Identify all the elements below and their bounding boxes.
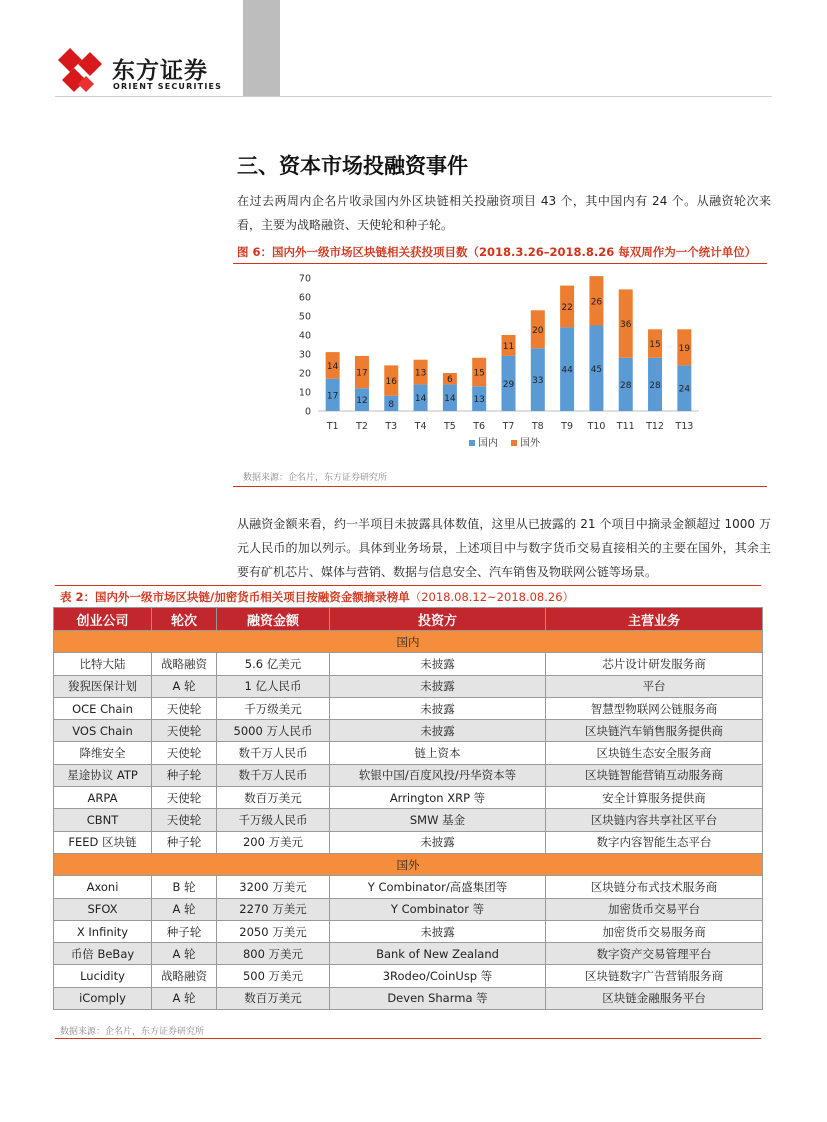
table-cell: 芯片设计研发服务商 <box>546 653 763 675</box>
bar-data-label: 28 <box>620 380 632 391</box>
table-cell: 数字资产交易管理平台 <box>546 943 763 965</box>
column-header: 轮次 <box>152 608 217 631</box>
table-cell: FEED 区块链 <box>54 831 152 853</box>
table-cell: 智慧型物联网公链服务商 <box>546 697 763 719</box>
bar-data-label: 20 <box>532 325 544 336</box>
table-cell: Lucidity <box>54 965 152 987</box>
table-cell: 币倍 BeBay <box>54 943 152 965</box>
header-divider <box>55 96 772 97</box>
table-row <box>54 965 763 987</box>
table-cell: 天使轮 <box>152 720 217 742</box>
table-cell: 3Rodeo/CoinUsp 等 <box>330 965 546 987</box>
table-cell: 千万级人民币 <box>217 809 330 831</box>
table-cell: 200 万美元 <box>217 831 330 853</box>
x-tick-label: T1 <box>326 421 339 432</box>
table-row <box>54 898 763 920</box>
bar-data-label: 15 <box>473 368 485 379</box>
table-cell: 加密货币交易平台 <box>546 898 763 920</box>
table-cell: 平台 <box>546 675 763 697</box>
x-tick-label: T7 <box>502 421 515 432</box>
table-header-row <box>54 608 763 631</box>
table-cell: 2050 万美元 <box>217 920 330 942</box>
table-cell: X Infinity <box>54 920 152 942</box>
table-cell: 区块链金融服务平台 <box>546 987 763 1009</box>
table-cell: B 轮 <box>152 876 217 898</box>
column-header: 投资方 <box>330 608 546 631</box>
x-tick-label: T8 <box>531 421 544 432</box>
bar-data-label: 19 <box>678 343 691 354</box>
bar-data-label: 29 <box>502 379 515 390</box>
table-cell: A 轮 <box>152 675 217 697</box>
x-tick-label: T4 <box>414 421 427 432</box>
table-cell: 数千万人民币 <box>217 742 330 764</box>
table-group-row <box>54 631 763 653</box>
table-cell: 数百万美元 <box>217 787 330 809</box>
table-cell: VOS Chain <box>54 720 152 742</box>
table-cell: 未披露 <box>330 653 546 675</box>
y-tick-label: 20 <box>298 368 311 380</box>
bar-data-label: 8 <box>388 399 395 410</box>
legend-swatch <box>469 440 475 446</box>
table-cell: 安全计算服务提供商 <box>546 787 763 809</box>
table-cell: 未披露 <box>330 720 546 742</box>
table-cell: iComply <box>54 987 152 1009</box>
table-cell: Y Combinator/高盛集团等 <box>330 876 546 898</box>
table-cell: 天使轮 <box>152 742 217 764</box>
group-label: 国内 <box>54 631 763 653</box>
table-row <box>54 697 763 719</box>
x-tick-label: T6 <box>473 421 486 432</box>
bar-data-label: 16 <box>385 377 397 388</box>
bar-data-label: 11 <box>502 341 515 352</box>
logo-chinese-name: 东方证券 <box>112 58 208 84</box>
table-cell: 星途协议 ATP <box>54 764 152 786</box>
table-row <box>54 742 763 764</box>
amount-paragraph: 从融资金额来看，约一半项目未披露具体数值，这里从已披露的 21 个项目中摘录金额超过 1000 万元人民币的加以列示。具体到业务场景，上述项目中与数字货币交易直接相关的主要在国外，其余主要有矿机芯片、媒体与营销、数据与信息安全、汽车销售及物联网公链等场景。 <box>237 517 771 579</box>
column-header: 创业公司 <box>54 608 152 631</box>
table-cell: 加密货币交易服务商 <box>546 920 763 942</box>
table-cell: ARPA <box>54 787 152 809</box>
table-cell: SMW 基金 <box>330 809 546 831</box>
table-cell: 未披露 <box>330 697 546 719</box>
table-cell: A 轮 <box>152 987 217 1009</box>
table-cell: 未披露 <box>330 675 546 697</box>
logo-english-name: ORIENT SECURITIES <box>113 82 223 91</box>
financing-table <box>53 607 763 1010</box>
table-cell: A 轮 <box>152 898 217 920</box>
legend-label: 国外 <box>520 438 540 449</box>
table-cell: 天使轮 <box>152 809 217 831</box>
table-row <box>54 653 763 675</box>
table-bottom-rule <box>55 1038 761 1039</box>
bar-data-label: 14 <box>444 394 456 405</box>
bar-data-label: 28 <box>649 380 661 391</box>
table-cell: Axoni <box>54 876 152 898</box>
bar-data-label: 24 <box>678 384 691 395</box>
y-tick-label: 70 <box>298 273 311 285</box>
table-cell: A 轮 <box>152 943 217 965</box>
bar-data-label: 14 <box>414 394 427 405</box>
bar-data-label: 6 <box>447 375 453 386</box>
x-tick-label: T12 <box>646 421 664 432</box>
table-cell: 未披露 <box>330 920 546 942</box>
table-cell: 狻猊医保计划 <box>54 675 152 697</box>
x-tick-label: T5 <box>443 421 456 432</box>
table-cell: 区块链智能营销互动服务商 <box>546 764 763 786</box>
table-cell: 数百万美元 <box>217 987 330 1009</box>
table-cell: 链上资本 <box>330 742 546 764</box>
table-row <box>54 764 763 786</box>
table-cell: SFOX <box>54 898 152 920</box>
figure-source: 数据来源：企名片，东方证券研究所 <box>243 473 388 483</box>
x-tick-label: T10 <box>587 421 606 432</box>
table-title-dates: （2018.08.12~2018.08.26） <box>409 590 575 604</box>
table-row <box>54 943 763 965</box>
table-row <box>54 831 763 853</box>
x-tick-label: T3 <box>385 421 398 432</box>
figure-bottom-rule <box>233 486 767 487</box>
stacked-bar-chart <box>233 264 767 464</box>
logo-mark-icon <box>56 46 106 94</box>
table-cell: 1 亿人民币 <box>217 675 330 697</box>
table-cell: Deven Sharma 等 <box>330 987 546 1009</box>
table-cell: 数字内容智能生态平台 <box>546 831 763 853</box>
table-group-row <box>54 853 763 875</box>
table-cell: 3200 万美元 <box>217 876 330 898</box>
legend-swatch <box>511 440 517 446</box>
y-tick-label: 30 <box>298 349 311 361</box>
bar-data-label: 44 <box>561 365 573 376</box>
table-cell: OCE Chain <box>54 697 152 719</box>
table-row <box>54 675 763 697</box>
bar-data-label: 17 <box>356 368 368 379</box>
table-cell: 软银中国/百度风投/丹华资本等 <box>330 764 546 786</box>
table-cell: 数千万人民币 <box>217 764 330 786</box>
bar-data-label: 13 <box>414 368 427 379</box>
table-row <box>54 876 763 898</box>
bar-data-label: 36 <box>620 320 632 331</box>
table-title-text: 表 2：国内外一级市场区块链/加密货币相关项目按融资金额摘录榜单 <box>60 590 410 604</box>
table-cell: 500 万美元 <box>217 965 330 987</box>
table-cell: 区块链分布式技术服务商 <box>546 876 763 898</box>
table-cell: 2270 万美元 <box>217 898 330 920</box>
y-tick-label: 40 <box>298 330 311 342</box>
table-cell: 千万级美元 <box>217 697 330 719</box>
y-tick-label: 60 <box>298 292 311 304</box>
x-tick-label: T9 <box>561 421 574 432</box>
table-cell: CBNT <box>54 809 152 831</box>
table-cell: 区块链汽车销售服务提供商 <box>546 720 763 742</box>
table-cell: 800 万美元 <box>217 943 330 965</box>
bar-data-label: 15 <box>649 340 661 351</box>
table-source: 数据来源：企名片，东方证券研究所 <box>60 1027 205 1037</box>
column-header: 主营业务 <box>546 608 763 631</box>
table-cell: 比特大陆 <box>54 653 152 675</box>
table-cell: 未披露 <box>330 831 546 853</box>
x-tick-label: T13 <box>675 421 694 432</box>
table-cell: Bank of New Zealand <box>330 943 546 965</box>
table-cell: Arrington XRP 等 <box>330 787 546 809</box>
table-top-rule <box>55 585 761 586</box>
bar-data-label: 33 <box>532 376 544 387</box>
bar-data-label: 45 <box>590 364 603 375</box>
table-row <box>54 920 763 942</box>
column-header: 融资金额 <box>217 608 330 631</box>
bar-data-label: 26 <box>590 297 603 308</box>
bar-data-label: 22 <box>561 303 573 313</box>
table-cell: 区块链数字广告营销服务商 <box>546 965 763 987</box>
table-cell: 种子轮 <box>152 764 217 786</box>
table-row <box>54 987 763 1009</box>
table-cell: 降维安全 <box>54 742 152 764</box>
section-title: 三、资本市场投融资事件 <box>237 154 468 178</box>
bar-data-label: 13 <box>473 395 485 406</box>
table-row <box>54 787 763 809</box>
bar-data-label: 17 <box>326 391 339 402</box>
table-cell: 区块链内容共享社区平台 <box>546 809 763 831</box>
header-grey-bar <box>243 0 280 96</box>
bar-data-label: 12 <box>356 396 368 407</box>
table-cell: 种子轮 <box>152 920 217 942</box>
table-cell: Y Combinator 等 <box>330 898 546 920</box>
table-cell: 天使轮 <box>152 697 217 719</box>
table-cell: 战略融资 <box>152 653 217 675</box>
table-cell: 战略融资 <box>152 965 217 987</box>
y-tick-label: 10 <box>298 387 311 399</box>
figure-title: 图 6：国内外一级市场区块链相关获投项目数（2018.3.26–2018.8.26 每双周作为一个统计单位） <box>237 245 757 259</box>
x-tick-label: T2 <box>356 421 368 432</box>
y-tick-label: 0 <box>304 406 311 418</box>
table-cell: 区块链生态安全服务商 <box>546 742 763 764</box>
table-row <box>54 720 763 742</box>
legend-label: 国内 <box>478 438 498 449</box>
x-tick-label: T11 <box>616 421 635 432</box>
bar-data-label: 14 <box>326 361 339 372</box>
table-title <box>60 589 574 605</box>
table-cell: 5.6 亿美元 <box>217 653 330 675</box>
y-tick-label: 50 <box>298 311 311 323</box>
table-cell: 种子轮 <box>152 831 217 853</box>
table-cell: 天使轮 <box>152 787 217 809</box>
group-label: 国外 <box>54 853 763 875</box>
table-cell: 5000 万人民币 <box>217 720 330 742</box>
intro-paragraph: 在过去两周内企名片收录国内外区块链相关投融资项目 43 个，其中国内有 24 个。从融资轮次来看，主要为战略融资、天使轮和种子轮。 <box>237 194 771 232</box>
table-row <box>54 809 763 831</box>
